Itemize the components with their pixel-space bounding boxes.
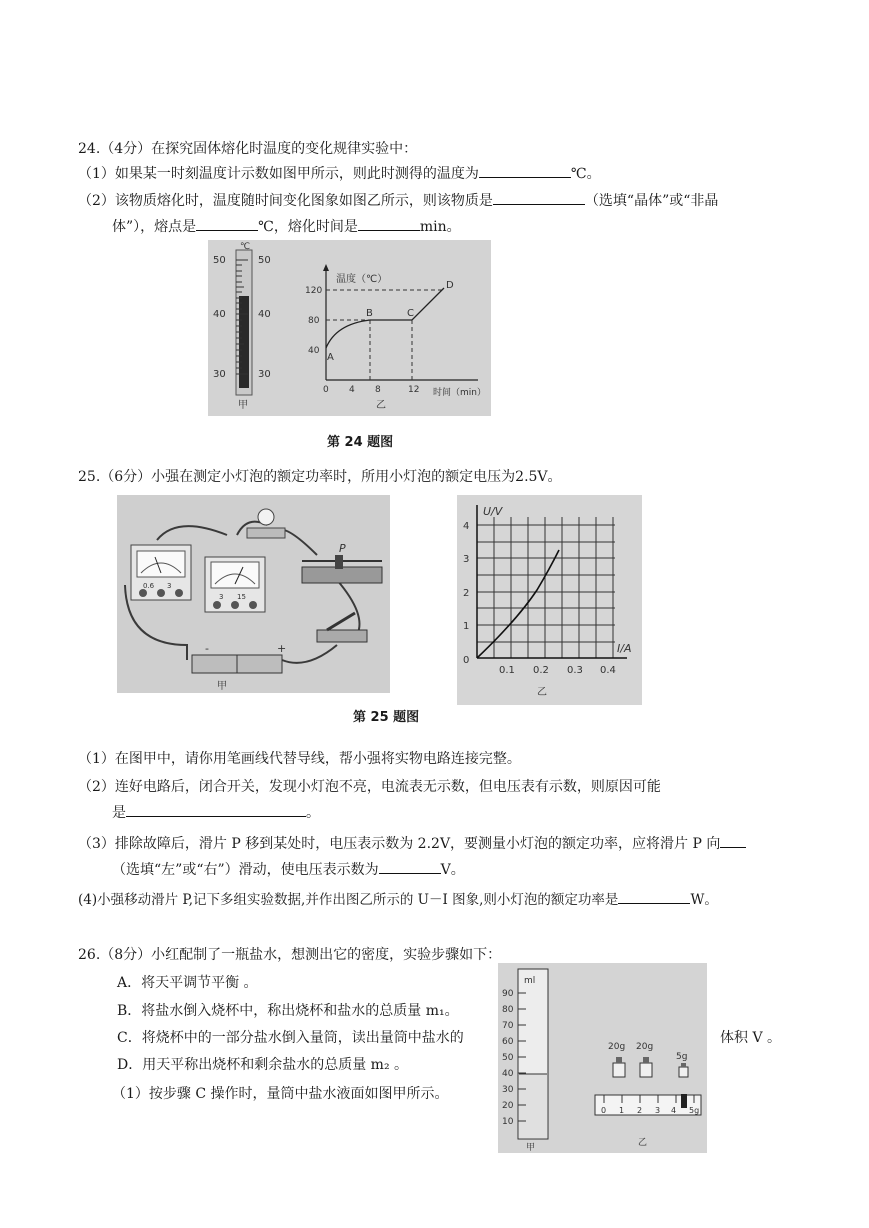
q24-part2-text: （2）该物质熔化时，温度随时间变化图象如图乙所示，则该物质是 bbox=[78, 193, 493, 209]
battery bbox=[192, 642, 286, 673]
chart-ytick-2: 2 bbox=[463, 588, 470, 599]
graph-point-a: A bbox=[327, 352, 334, 363]
scale-tick-5g: 5g bbox=[689, 1106, 700, 1115]
q25-part2: （2）连好电路后，闭合开关，发现小灯泡不亮，电流表无示数，但电压表有示数，则原因可能 bbox=[78, 779, 661, 795]
q25-power-blank[interactable] bbox=[618, 889, 690, 904]
q25-part4-text: (4)小强移动滑片 P,记下多组实验数据,并作出图乙所示的 U－I 图象,则小灯泡的额定功率是 bbox=[78, 892, 619, 908]
thermometer-diagram bbox=[213, 242, 271, 411]
q24-caption: 第 24 题图 bbox=[327, 435, 394, 450]
cylinder-label: 甲 bbox=[526, 1143, 536, 1153]
bulb bbox=[247, 509, 285, 538]
graph-ytick-120: 120 bbox=[305, 286, 323, 296]
q25-direction-blank[interactable] bbox=[720, 833, 746, 848]
melting-graph bbox=[305, 264, 486, 411]
weight-20g-1: 20g bbox=[608, 1042, 626, 1052]
battery-minus-label: - bbox=[205, 642, 209, 655]
q25-part1: （1）在图甲中，请你用笔画线代替导线，帮小强将实物电路连接完整。 bbox=[78, 751, 521, 767]
graph-label: 乙 bbox=[376, 400, 386, 411]
cylinder-tick-40: 40 bbox=[502, 1069, 514, 1079]
graph-point-c: C bbox=[407, 308, 414, 319]
cylinder-tick-30: 30 bbox=[502, 1085, 514, 1095]
q25-part2-end: 。 bbox=[306, 805, 320, 821]
q26-step-a: A．将天平调节平衡 。 bbox=[117, 975, 258, 991]
weight-20g-2: 20g bbox=[636, 1042, 654, 1052]
q25-part2-cont bbox=[112, 802, 320, 822]
q24-melting-time-blank[interactable] bbox=[358, 216, 420, 231]
q24-part2-cont-text: 体”），熔点是 bbox=[112, 219, 197, 235]
chart-ytick-0: 0 bbox=[463, 655, 470, 666]
scale-tick-0: 0 bbox=[601, 1106, 607, 1115]
rheostat-slider-label: P bbox=[339, 542, 346, 555]
q25-part2-cont-text: 是 bbox=[112, 805, 126, 821]
circuit-photo-label: 甲 bbox=[217, 681, 227, 692]
voltmeter-tick-3: 3 bbox=[219, 593, 224, 601]
ammeter-tick-0-6: 0.6 bbox=[143, 582, 155, 590]
chart-ylabel: U/V bbox=[483, 505, 503, 518]
q24-substance-type-blank[interactable] bbox=[493, 190, 585, 205]
voltmeter-tick-15: 15 bbox=[237, 593, 246, 601]
weight-5g: 5g bbox=[676, 1052, 688, 1062]
q24-part2-cont-unit: min。 bbox=[419, 219, 461, 235]
voltmeter bbox=[205, 557, 265, 612]
graph-xtick-8: 8 bbox=[375, 385, 381, 395]
q24-title: 24.（4分）在探究固体熔化时温度的变化规律实验中： bbox=[78, 141, 418, 157]
q26-step-c: C．将烧杯中的一部分盐水倒入量筒，读出量筒中盐水的 bbox=[117, 1030, 464, 1046]
q25-circuit-photo bbox=[117, 495, 390, 693]
q25-part3-cont-text: （选填“左”或“右”）滑动，使电压表示数为 bbox=[112, 862, 379, 878]
q25-title: 25.（6分）小强在测定小灯泡的额定功率时，所用小灯泡的额定电压为2.5V。 bbox=[78, 469, 562, 485]
chart-xlabel: I/A bbox=[617, 642, 632, 655]
q24-part1-unit: ℃。 bbox=[570, 166, 601, 182]
chart-label: 乙 bbox=[537, 687, 547, 698]
cylinder-tick-20: 20 bbox=[502, 1101, 514, 1111]
scale-tick-3: 3 bbox=[655, 1106, 661, 1115]
scale-tick-1: 1 bbox=[619, 1106, 625, 1115]
q24-part2 bbox=[78, 190, 718, 210]
cylinder-tick-10: 10 bbox=[502, 1117, 514, 1127]
ammeter bbox=[131, 545, 191, 600]
ammeter-tick-3: 3 bbox=[167, 582, 172, 590]
thermometer-unit: ℃ bbox=[240, 242, 251, 252]
thermometer-tick-30-right: 30 bbox=[258, 369, 271, 380]
q24-part2-cont-text2: ℃，熔化时间是 bbox=[258, 219, 358, 235]
thermometer-tick-40-left: 40 bbox=[213, 309, 226, 320]
q25-part3-text: （3）排除故障后，滑片 P 移到某处时，电压表示数为 2.2V，要测量小灯泡的额定功率，应将滑片 P 向 bbox=[78, 836, 721, 852]
q25-part3-unit: V。 bbox=[440, 862, 465, 878]
cylinder-tick-60: 60 bbox=[502, 1037, 514, 1047]
rheostat bbox=[302, 542, 382, 583]
thermometer-tick-50-left: 50 bbox=[213, 255, 226, 266]
cylinder-tick-90: 90 bbox=[502, 989, 514, 999]
graph-ylabel: 温度（℃） bbox=[336, 274, 388, 285]
graph-xtick-0: 0 bbox=[323, 385, 329, 395]
graph-ytick-40: 40 bbox=[308, 346, 320, 356]
graph-xtick-12: 12 bbox=[408, 385, 420, 395]
battery-plus-label: + bbox=[277, 642, 287, 655]
graph-ytick-80: 80 bbox=[308, 316, 320, 326]
q26-step-c-tail: 体积 V 。 bbox=[720, 1030, 782, 1046]
q25-part4 bbox=[78, 888, 718, 908]
scale-label: 乙 bbox=[638, 1138, 648, 1148]
thermometer-label: 甲 bbox=[238, 400, 248, 411]
chart-xtick-0-1: 0.1 bbox=[499, 665, 515, 676]
q26-figure bbox=[498, 963, 707, 1153]
q24-part1 bbox=[78, 163, 601, 183]
graduated-cylinder bbox=[502, 969, 548, 1153]
chart-xtick-0-2: 0.2 bbox=[533, 665, 549, 676]
q24-part2-cont bbox=[112, 216, 461, 236]
q25-reason-blank[interactable] bbox=[126, 802, 306, 817]
cylinder-tick-70: 70 bbox=[502, 1021, 514, 1031]
q24-temperature-blank[interactable] bbox=[479, 163, 571, 178]
cylinder-unit: ml bbox=[524, 976, 536, 986]
chart-ytick-1: 1 bbox=[463, 621, 470, 632]
graph-point-d: D bbox=[446, 280, 454, 291]
q25-part4-unit: W。 bbox=[690, 892, 718, 908]
q25-part3-cont bbox=[112, 859, 465, 879]
graph-xlabel: 时间（min） bbox=[433, 388, 486, 398]
q25-caption: 第 25 题图 bbox=[353, 710, 420, 725]
chart-xtick-0-4: 0.4 bbox=[600, 665, 616, 676]
thermometer-tick-50-right: 50 bbox=[258, 255, 271, 266]
q24-melting-point-blank[interactable] bbox=[196, 216, 258, 231]
q24-part1-text: （1）如果某一时刻温度计示数如图甲所示，则此时测得的温度为 bbox=[78, 166, 479, 182]
q26-title: 26.（8分）小红配制了一瓶盐水，想测出它的密度，实验步骤如下： bbox=[78, 947, 502, 963]
q25-voltage-blank[interactable] bbox=[379, 859, 441, 874]
weights bbox=[608, 1042, 688, 1077]
thermometer-tick-30-left: 30 bbox=[213, 369, 226, 380]
q26-part1: （1）按步骤 C 操作时，量筒中盐水液面如图甲所示。 bbox=[112, 1086, 449, 1102]
graph-xtick-4: 4 bbox=[349, 385, 355, 395]
q26-step-d: D．用天平称出烧杯和剩余盐水的总质量 m₂ 。 bbox=[117, 1057, 409, 1073]
q26-step-b: B．将盐水倒入烧杯中，称出烧杯和盐水的总质量 m₁。 bbox=[117, 1003, 459, 1019]
scale-tick-4: 4 bbox=[671, 1106, 677, 1115]
thermometer-tick-40-right: 40 bbox=[258, 309, 271, 320]
cylinder-tick-80: 80 bbox=[502, 1005, 514, 1015]
chart-ytick-4: 4 bbox=[463, 521, 470, 532]
graph-point-b: B bbox=[366, 308, 373, 319]
scale-tick-2: 2 bbox=[637, 1106, 643, 1115]
q24-figure bbox=[208, 240, 491, 416]
cylinder-tick-50: 50 bbox=[502, 1053, 514, 1063]
balance-scale bbox=[595, 1094, 701, 1148]
chart-ytick-3: 3 bbox=[463, 554, 470, 565]
chart-xtick-0-3: 0.3 bbox=[567, 665, 583, 676]
q25-ui-chart bbox=[457, 495, 642, 705]
q24-part2-hint: （选填“晶体”或“非晶 bbox=[584, 193, 719, 209]
q25-part3 bbox=[78, 833, 746, 853]
